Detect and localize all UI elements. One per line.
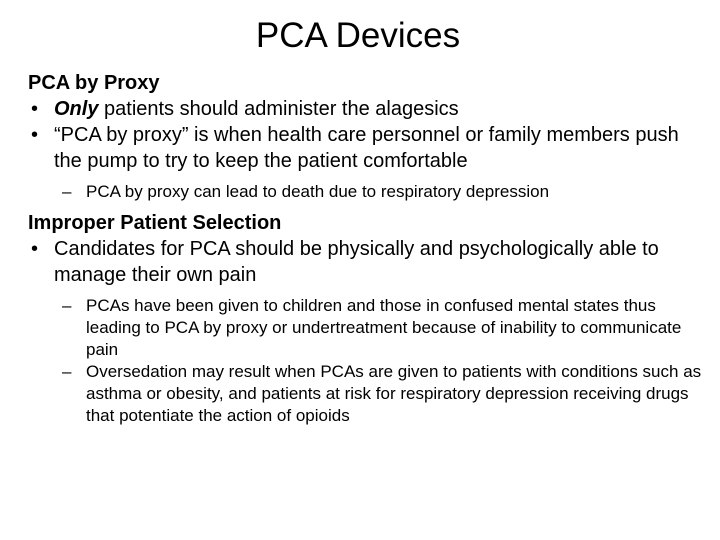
section-heading-pca-by-proxy: PCA by Proxy [28,72,160,94]
bullet-item [28,96,708,122]
sub-bullet-text: Oversedation may result when PCAs are given to patients with conditions such as asthma or obesity, and patients at risk for respiratory depression receiving drugs that potentiate the action of opioids [86,362,702,425]
sub-bullet-text: PCAs have been given to children and those in confused mental states thus leading to PCA by proxy or undertreatment because of inability to communicate pain [86,296,682,359]
bullet-text: “PCA by proxy” is when health care personnel or family members push the pump to try to keep the patient comfortable [54,124,679,172]
bullet-item [28,236,708,288]
bullet-dot: • [31,124,39,146]
sub-bullet-text: PCA by proxy can lead to death due to respiratory depression [86,182,550,201]
sub-bullet-item [28,181,708,203]
bullet-dot: • [31,98,39,120]
slide-content [28,70,708,427]
slide-title: PCA Devices [255,16,461,55]
bullet-item [28,122,708,174]
sub-bullet-dash: – [62,362,72,381]
section-heading-improper-patient-selection: Improper Patient Selection [28,212,282,234]
sub-bullet-item [28,295,708,361]
bullet-text: patients should administer the alagesics [98,98,459,120]
sub-bullet-item [28,361,708,427]
bullet-emphasis: Only [54,98,99,120]
bullet-text: Candidates for PCA should be physically and psychologically able to manage their own pain [54,238,659,286]
sub-bullet-dash: – [62,182,72,201]
bullet-dot: • [31,238,39,260]
sub-bullet-dash: – [62,296,72,315]
